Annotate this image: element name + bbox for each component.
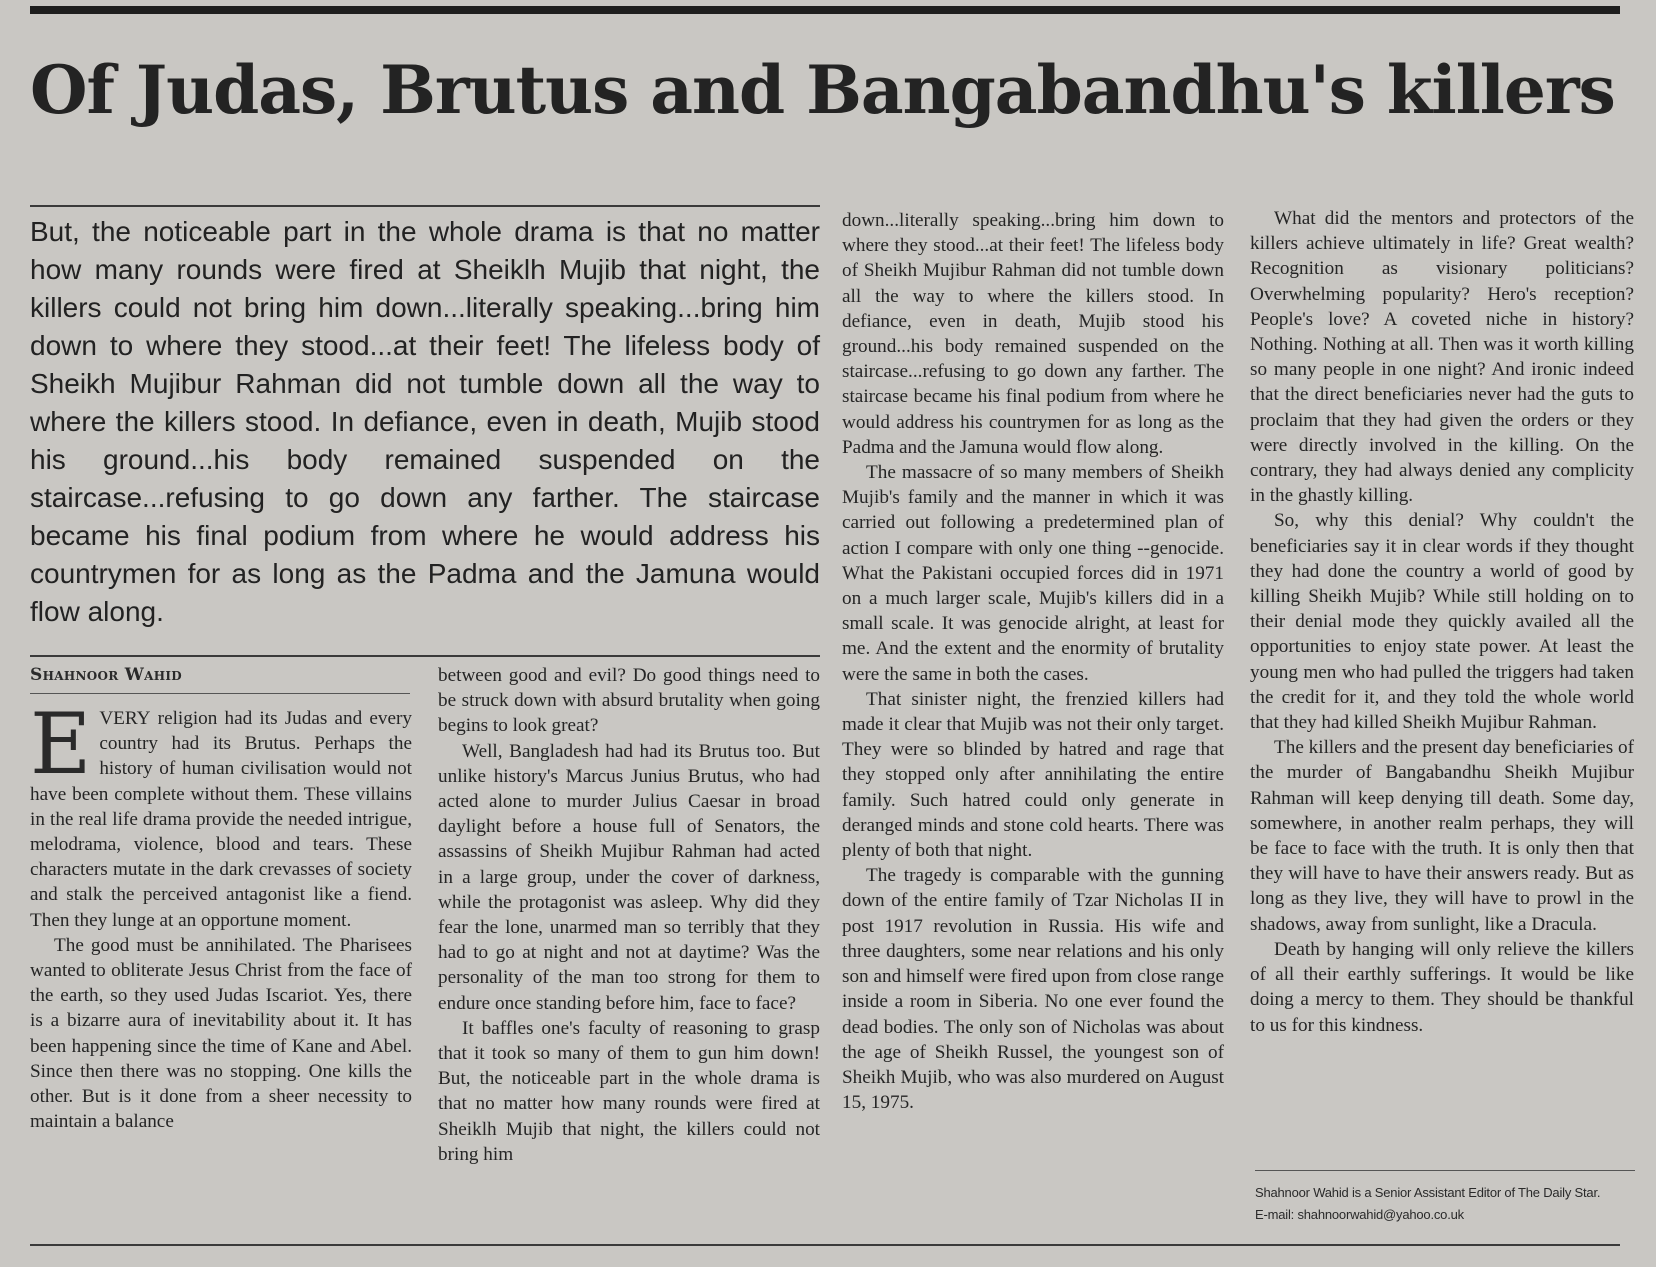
paragraph: That sinister night, the frenzied killers had made it clear that Mujib was not their only target. They were so blinded by hatred and rage that they stopped only after annihilating the entire family. Such hatred could only generate in deranged minds and stone cold hearts. There was plenty of both that night. bbox=[842, 688, 1224, 862]
paragraph: Well, Bangladesh had had its Brutus too. But unlike history's Marcus Junius Brutus, who had acted alone to murder Julius Caesar in broad daylight before a house full of Senators, the assassins of Sheikh Mujibur Rahman had acted in a large group, under the cover of darkness, while the protagonist was asleep. Why did they fear the lone, unarmed man so terribly that they had to go at night and not at daytime? Was the personality of the man too strong for them to endure once standing before him, face to face? bbox=[438, 740, 820, 1014]
article-column-2 bbox=[438, 663, 820, 1167]
author-signature bbox=[1255, 1182, 1645, 1226]
bottom-rule bbox=[30, 1244, 1620, 1246]
top-rule bbox=[30, 6, 1620, 14]
pullquote-rule-bottom bbox=[30, 655, 820, 657]
author-note: Shahnoor Wahid is a Senior Assistant Editor of The Daily Star. bbox=[1255, 1185, 1601, 1200]
paragraph: between good and evil? Do good things need to be struck down with absurd brutality when going begins to look great? bbox=[438, 665, 820, 737]
paragraph: It baffles one's faculty of reasoning to grasp that it took so many of them to gun him down! But, the noticeable part in the whole drama is that no matter how many rounds were fired at Sheiklh Mujib that night, the killers could not bring him bbox=[438, 1017, 820, 1165]
paragraph: What did the mentors and protectors of the killers achieve ultimately in life? Great wealth? Recognition as visionary politicians? Overwhelming popularity? Hero's reception? People's love? A coveted niche in history? Nothing. Nothing at all. Then was it worth killing so many people in one night? And ironic indeed that the direct beneficiaries never had the guts to proclaim that they had given the orders or they were directly involved in the killing. On the contrary, they had always denied any complicity in the ghastly killing. bbox=[1250, 208, 1634, 507]
paragraph bbox=[30, 695, 412, 933]
pull-quote: But, the noticeable part in the whole drama is that no matter how many rounds were fired at Sheiklh Mujib that night, the killers could not bring him down...literally speaking...bring him down to where they stood...at their feet! The lifeless body of Sheikh Mujibur Rahman did not tumble down all the way to where the killers stood. In defiance, even in death, Mujib stood his ground...his body remained suspended on the staircase...refusing to go down any farther. The staircase became his final podium from where he would address his countrymen for as long as the Padma and the Jamuna would flow along. bbox=[30, 216, 820, 627]
signature-rule bbox=[1255, 1170, 1635, 1171]
byline-rule bbox=[30, 693, 410, 694]
drop-cap: E bbox=[30, 695, 92, 793]
author-email: E-mail: shahnoorwahid@yahoo.co.uk bbox=[1255, 1207, 1464, 1222]
paragraph: So, why this denial? Why couldn't the beneficiaries say it in clear words if they thought they had done the country a world of good by killing Sheikh Mujib? While still holding on to their denial mode they quickly availed all the opportunities to enjoy state power. At least the young men who had pulled the triggers had taken the credit for it, and they told the whole world that they had killed Sheikh Mujibur Rahman. bbox=[1250, 510, 1634, 734]
paragraph: The tragedy is comparable with the gunning down of the entire family of Tzar Nicholas II in post 1917 revolution in Russia. His wife and three daughters, some near relations and his only son and himself were fired upon from close range inside a room in Siberia. No one ever found the dead bodies. The only son of Nicholas was about the age of Sheikh Russel, the youngest son of Sheikh Mujib, who was also murdered on August 15, 1975. bbox=[842, 865, 1224, 1114]
article-column-1 bbox=[30, 695, 412, 1134]
paragraph: down...literally speaking...bring him down to where they stood...at their feet! The lifeless body of Sheikh Mujibur Rahman did not tumble down all the way to where the killers stood. In defiance, even in death, Mujib stood his ground...his body remained suspended on the staircase...refusing to go down any farther. The staircase became his final podium from where he would address his countrymen for as long as the Padma and the Jamuna would flow along. bbox=[842, 210, 1224, 458]
lead-word: VERY bbox=[99, 708, 151, 729]
paragraph: The massacre of so many members of Sheikh Mujib's family and the manner in which it was carried out following a predetermined plan of action I compare with only one thing --genocide. What the Pakistani occupied forces did in 1971 on a much larger scale, Mujib's killers did in a small scale. It was genocide alright, at least for me. And the extent and the enormity of brutality were the same in both the cases. bbox=[842, 462, 1224, 685]
article-column-3 bbox=[842, 208, 1224, 1115]
paragraph: Death by hanging will only relieve the killers of all their earthly sufferings. It would be like doing a mercy to them. They should be thankful to us for this kindness. bbox=[1250, 938, 1634, 1036]
paragraph: The good must be annihilated. The Pharisees wanted to obliterate Jesus Christ from the face of the earth, so they used Judas Iscariot. Yes, there is a bizarre aura of inevitability about it. It has been happening since the time of Kane and Abel. Since then there was no stopping. One kills the other. But is it done from a sheer necessity to maintain a balance bbox=[30, 934, 412, 1133]
byline: Shahnoor Wahid bbox=[30, 665, 182, 685]
article-column-4 bbox=[1250, 206, 1634, 1038]
pullquote-rule-top bbox=[30, 205, 820, 207]
paragraph-text: religion had its Judas and every country had its Brutus. Perhaps the history of human civilisation would not have been complete without them. These villains in the real life drama provide the needed intrigue, melodrama, violence, blood and tears. These characters mutate in the dark crevasses of society and stalk the perceived antagonist like a fiend. Then they lunge at an opportune moment. bbox=[30, 708, 412, 931]
headline: Of Judas, Brutus and Bangabandhu's killers bbox=[30, 51, 1615, 129]
paragraph: The killers and the present day beneficiaries of the murder of Bangabandhu Sheikh Mujibur Rahman will keep denying till death. Some day, somewhere, in another realm perhaps, they will be face to face with the truth. It is only then that they will have to have their answers ready. But as long as they live, they will have to prowl in the shadows, away from sunlight, like a Dracula. bbox=[1250, 737, 1634, 935]
